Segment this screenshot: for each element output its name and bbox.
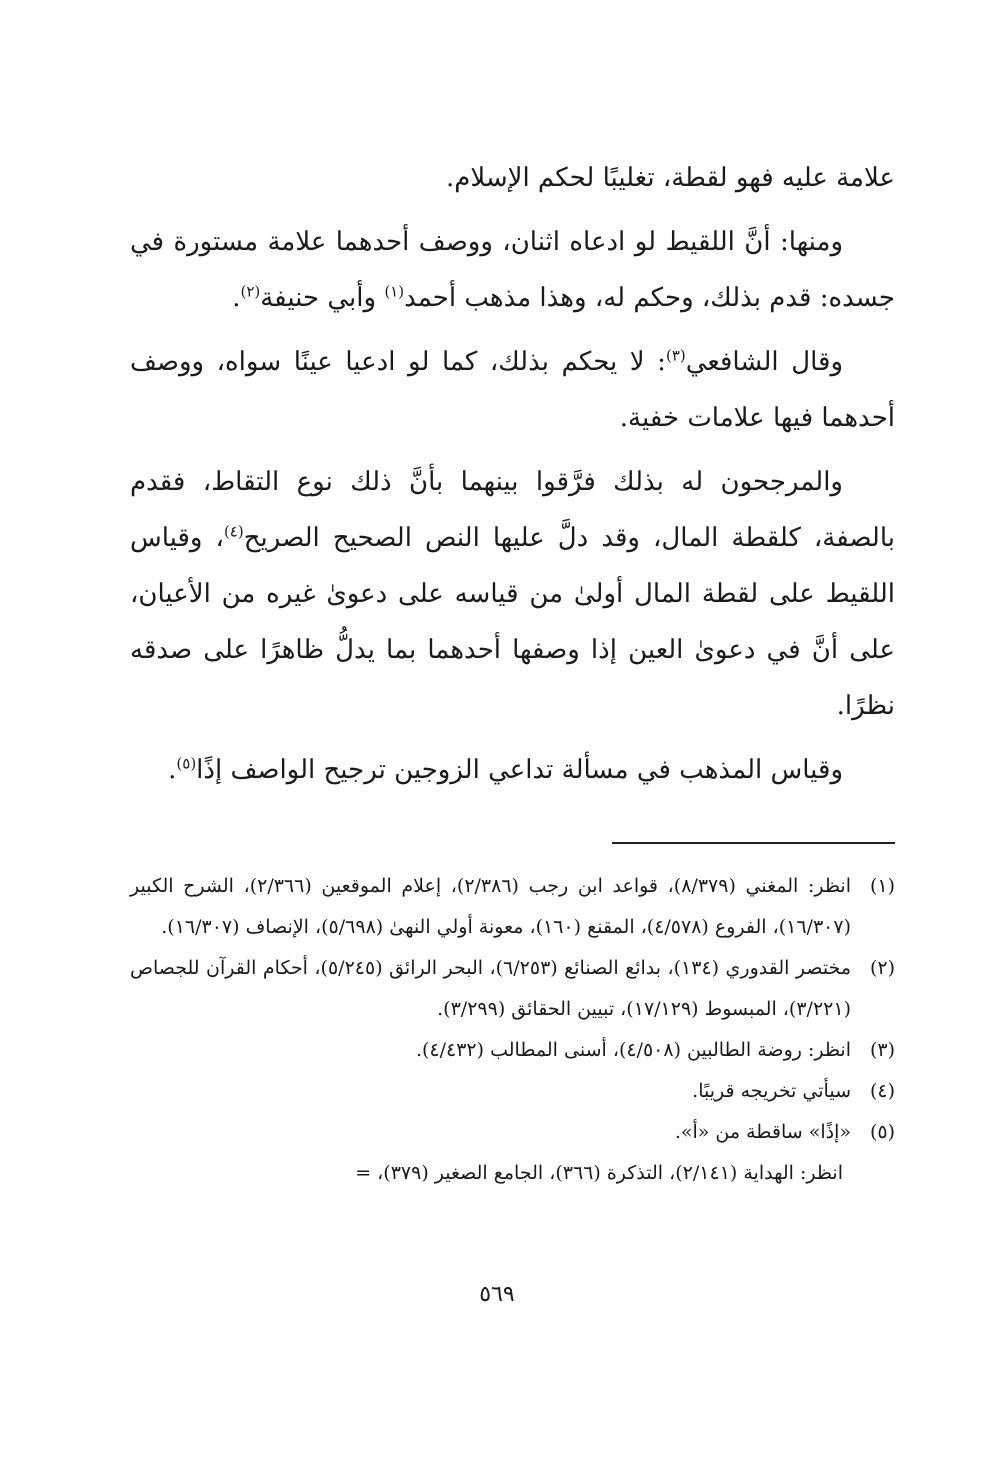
footnote-number: (٥) [869,1121,895,1143]
footnote-continuation: انظر: الهداية (٢/١٤١)، التذكرة (٣٦٦)، الجامع الصغير (٣٧٩)، = [355,1162,843,1184]
footnote-ref-2[interactable]: (٢) [240,282,261,301]
footnote-separator [612,842,895,844]
page-number: ٥٦٩ [479,1282,515,1307]
footnotes [130,866,895,1194]
footnote-ref-3[interactable]: (٣) [665,346,686,365]
footnote-2 [130,948,895,1030]
footnote-3 [130,1030,895,1071]
footnote-ref-5[interactable]: (٥) [176,754,197,773]
paragraph-1: علامة عليه فهو لقطة، تغليبًا لحكم الإسلام. [445,163,895,193]
footnote-ref-1[interactable]: (١) [384,282,405,301]
footnote-4 [130,1071,895,1112]
footnote-text: سيأتي تخريجه قريبًا. [692,1080,851,1102]
paragraph-2: ومنها: أنَّ اللقيط لو ادعاه اثنان، ووصف أحدهما علامة مستورة في جسده: قدم بذلك، وحكم له، وهذا مذهب أحمد$^{(١)}$ وأبي حنيفة$^{(٢)}$. [130,227,895,313]
footnote-text: انظر: روضة الطالبين (٤/٥٠٨)، أسنى المطالب (٤/٤٣٢). [415,1039,851,1061]
footnote-text: مختصر القدوري (١٣٤)، بدائع الصنائع (٦/٢٥٣)، البحر الرائق (٥/٢٤٥)، أحكام القرآن للجصاص (٣/٢٢١)، المبسوط (١٧/١٢٩)، تبيين الحقائق (٣/٢٩٩). [130,957,851,1020]
footnote-text: «إذًا» ساقطة من «أ». [674,1121,851,1143]
footnote-text: انظر: المغني (٨/٣٧٩)، قواعد ابن رجب (٢/٣٨٦)، إعلام الموقعين (٢/٣٦٦)، الشرح الكبير (١٦/٣٠٧)، الفروع (٤/٥٧٨)، المقنع (١٦٠)، معونة أولي النهىٰ (٥/٦٩٨)، الإنصاف (١٦/٣٠٧). [130,875,851,938]
footnote-ref-4[interactable]: (٤) [223,522,244,541]
main-text [130,150,895,806]
footnote-1 [130,866,895,948]
paragraph-5: وقياس المذهب في مسألة تداعي الزوجين ترجيح الواصف إذًا$^{(٥)}$. [168,754,843,785]
footnote-5 [130,1112,895,1153]
footnote-number: (١) [869,875,895,897]
paragraph-4: والمرجحون له بذلك فرَّقوا بينهما بأنَّ ذلك نوع التقاط، فقدم بالصفة، كلقطة المال، وقد دلَّ عليها النص الصحيح الصريح$^{(٤)}$، وقياس اللقيط على لقطة المال أولىٰ من قياسه على دعوىٰ غيره من الأعيان، على أنَّ في دعوىٰ العين إذا وصفها أحدهما بما يدلُّ ظاهرًا على صدقه نظرًا. [130,467,895,721]
footnote-number: (٤) [869,1080,895,1102]
footnote-number: (٢) [869,957,895,979]
footnote-number: (٣) [869,1039,895,1061]
paragraph-3: وقال الشافعي$^{(٣)}$: لا يحكم بذلك، كما لو ادعيا عينًا سواه، ووصف أحدهما فيها علامات خفية. [130,346,895,433]
